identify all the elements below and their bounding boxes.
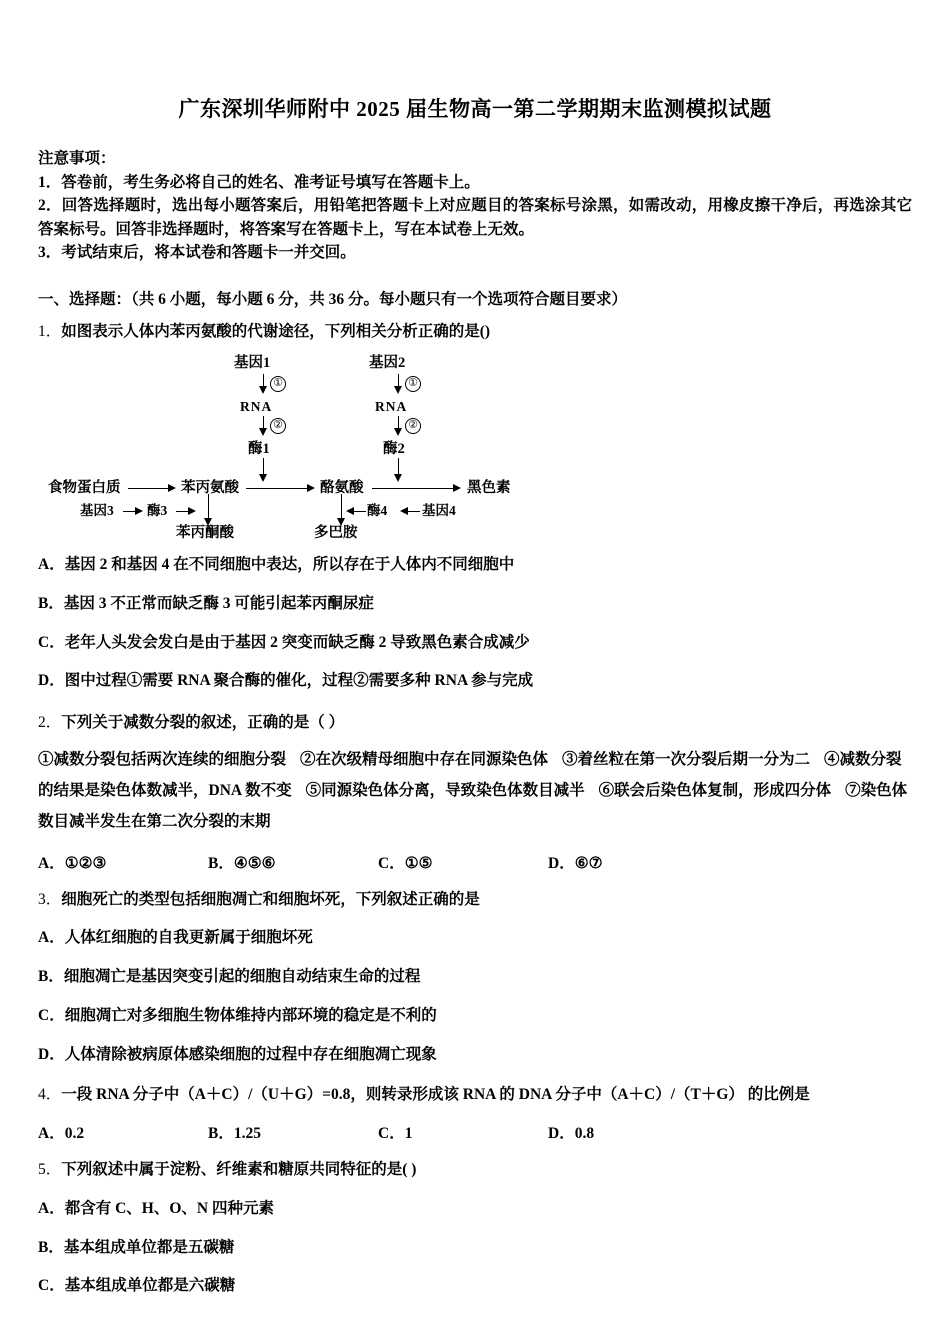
question-2-option-d-text: ⑥⑦ [574,854,603,872]
question-4-option-d-letter: D． [548,1125,575,1143]
question-3-option-b-letter: B． [38,968,64,986]
question-5-option-b-text: 基本组成单位都是五碳糖 [63,1238,235,1256]
diagram-arrow-gene2-rna2 [394,386,402,394]
diagram-node-food-protein: 食物蛋白质 [48,480,121,497]
question-3-option-a-letter: A． [38,929,65,947]
phenylalanine-metabolism-diagram [48,354,548,542]
diagram-arrow-enzyme2-path [394,474,402,482]
section-heading-multiple-choice: 一、选择题：（共 6 小题，每小题 6 分，共 36 分。每小题只有一个选项符合题目要求） [38,290,628,308]
question-2-option-c-text: ①⑤ [404,854,433,872]
question-2-option-b-text: ④⑤⑥ [233,854,276,872]
diagram-step-label-1a: ① [270,376,286,392]
question-4-option-b-text: 1.25 [233,1125,261,1143]
diagram-node-enzyme2: 酶2 [383,441,405,458]
question-1-number: 1． [38,322,62,340]
diagram-node-gene1: 基因1 [234,355,271,372]
diagram-node-melanin: 黑色素 [467,480,511,497]
question-2-statement-7: ⑦染色体数目减半发生在第二次分裂的末期 [38,781,908,830]
question-4-option-a[interactable] [38,1121,208,1143]
diagram-line-phe-tyr [246,488,310,489]
diagram-node-dopamine: 多巴胺 [314,525,358,542]
question-5-option-a-letter: A． [38,1199,65,1217]
diagram-line-phe-phenylpyruvate [208,494,209,520]
document-body [0,147,950,1299]
question-4-stem [38,1082,912,1108]
question-3-option-c-text: 细胞凋亡对多细胞生物体维持内部环境的稳定是不利的 [64,1007,437,1024]
question-2-option-c-letter: C． [378,854,405,872]
question-3-option-c-letter: C． [38,1007,65,1024]
question-3-text: 细胞死亡的类型包括细胞凋亡和细胞坏死，下列叙述正确的是 [61,890,480,908]
diagram-node-phenylalanine: 苯丙氨酸 [181,480,239,497]
page-title: 广东深圳华师附中 2025 届生物高一第二学期期末监测模拟试题 [178,97,772,121]
question-3-option-b-text: 细胞凋亡是基因突变引起的细胞自动结束生命的过程 [63,968,421,986]
question-1-option-d[interactable] [38,669,912,694]
notice-heading: 注意事项： [38,150,116,168]
diagram-arrow-enzyme1-path [259,474,267,482]
question-1-option-a[interactable] [38,553,912,578]
diagram-arrow-rna2-enzyme2 [394,428,402,436]
question-4-options [38,1121,912,1143]
diagram-node-enzyme1: 酶1 [248,441,270,458]
question-1-option-c-text: 老年人头发会发白是由于基因 2 突变而缺乏酶 2 导致黑色素合成减少 [64,633,530,651]
diagram-node-gene4: 基因4 [422,503,456,519]
question-1-option-b-letter: B． [38,594,64,612]
notice-line-3: 3．考试结束后，将本试卷和答题卡一并交回。 [38,244,356,262]
question-2-option-a-letter: A． [38,854,65,872]
question-2-statement-3: ③着丝粒在第一次分裂后期一分为二 [562,750,811,768]
diagram-node-gene3: 基因3 [80,503,114,519]
diagram-arrow-rna1-enzyme1 [259,428,267,436]
diagram-arrow-gene3-enzyme3 [135,507,143,515]
question-3-option-d-text: 人体清除被病原体感染细胞的过程中存在细胞凋亡现象 [64,1045,437,1063]
question-3-option-b[interactable] [38,965,912,990]
question-5-option-c-letter: C． [38,1277,65,1295]
question-1-option-d-letter: D． [38,672,65,690]
question-3-option-d[interactable] [38,1043,912,1068]
question-2-option-d-letter: D． [548,854,575,872]
question-1-option-c[interactable] [38,631,912,656]
question-3-option-c[interactable] [38,1004,912,1029]
diagram-node-phenylpyruvate: 苯丙酮酸 [176,525,234,542]
question-5-option-c[interactable] [38,1274,912,1299]
question-4-number: 4． [38,1085,62,1103]
diagram-line-gene4-enzyme4 [408,511,420,512]
diagram-arrow-food-phe [168,484,176,492]
question-4-option-a-text: 0.2 [64,1125,85,1143]
question-1-option-a-letter: A． [38,556,65,574]
question-1-option-b-text: 基因 3 不正常而缺乏酶 3 可能引起苯丙酮尿症 [63,594,374,612]
diagram-step-label-2a: ② [270,418,286,434]
notice-line-2: 2．回答选择题时，选出每小题答案后，用铅笔把答题卡上对应题目的答案标号涂黑，如需改动，用橡皮擦干净后，再选涂其它答案标号。回答非选择题时，将答案写在答题卡上，写在本试卷上无效。 [38,197,912,238]
question-1-option-c-letter: C． [38,633,65,651]
question-2-statement-4: ④减数分裂的结果是染色体数减半，DNA 数不变 [38,750,902,799]
question-5-option-b[interactable] [38,1236,912,1261]
diagram-line-food-phe [128,488,170,489]
question-3-option-a[interactable] [38,926,912,951]
question-2-option-d[interactable] [548,851,718,873]
question-2-option-b-letter: B． [208,854,234,872]
question-4-option-b[interactable] [208,1121,378,1143]
question-2-text: 下列关于减数分裂的叙述，正确的是（ ） [61,714,345,732]
question-2-statement-2: ②在次级精母细胞中存在同源染色体 [300,750,549,768]
diagram-node-rna1: RNA [240,399,273,415]
question-1-stem [38,319,912,345]
question-2-stem [38,710,912,736]
question-5-option-b-letter: B． [38,1238,64,1256]
diagram-arrow-tyr-melanin [453,484,461,492]
diagram-line-tyr-dopamine [341,494,342,520]
question-2-statement-6: ⑥联会后染色体复制，形成四分体 [598,781,832,799]
question-4-option-c-letter: C． [378,1125,405,1143]
question-3-number: 3． [38,890,62,908]
notice-line-1: 1．答卷前，考生务必将自己的姓名、准考证号填写在答题卡上。 [38,173,480,191]
question-3-stem [38,887,912,913]
diagram-step-label-1b: ① [405,376,421,392]
question-1-text: 如图表示人体内苯丙氨酸的代谢途径，下列相关分析正确的是() [61,322,491,340]
question-4-text: 一段 RNA 分子中（A＋C）/（U＋G）=0.8，则转录形成该 RNA 的 DNA 分子中（A＋C）/（T＋G） 的比例是 [61,1085,810,1103]
diagram-arrow-enzyme4-catalysis [346,507,354,515]
question-5-option-a[interactable] [38,1197,912,1222]
diagram-arrow-enzyme3-catalysis [188,507,196,515]
question-4-option-a-letter: A． [38,1125,65,1143]
diagram-line-tyr-melanin [372,488,456,489]
diagram-arrow-phe-tyr [307,484,315,492]
question-2-number: 2． [38,714,62,732]
question-4-option-c[interactable] [378,1121,548,1143]
diagram-node-enzyme3: 酶3 [147,503,168,519]
diagram-node-enzyme4: 酶4 [367,503,388,519]
question-5-option-a-text: 都含有 C、H、O、N 四种元素 [64,1199,274,1217]
question-5-option-c-text: 基本组成单位都是六碳糖 [64,1277,236,1295]
diagram-node-tyrosine: 酪氨酸 [320,480,364,497]
question-1-option-b[interactable] [38,592,912,617]
diagram-arrow-gene1-rna1 [259,386,267,394]
question-4-option-b-letter: B． [208,1125,234,1143]
question-2-options [38,851,912,873]
question-2-option-b[interactable] [208,851,378,873]
question-4-option-c-text: 1 [404,1125,413,1143]
question-4-option-d[interactable] [548,1121,718,1143]
question-5-stem [38,1157,912,1183]
question-3-option-d-letter: D． [38,1045,65,1063]
diagram-node-rna2: RNA [375,399,408,415]
question-5-number: 5． [38,1161,62,1179]
question-2-option-a-text: ①②③ [64,854,107,872]
question-2-option-a[interactable] [38,851,208,873]
question-3-option-a-text: 人体红细胞的自我更新属于细胞坏死 [64,929,313,947]
question-5-text: 下列叙述中属于淀粉、纤维素和糖原共同特征的是( ) [61,1161,417,1179]
question-2-option-c[interactable] [378,851,548,873]
diagram-arrow-gene4-enzyme4 [400,507,408,515]
diagram-node-gene2: 基因2 [369,355,406,372]
question-4-option-d-text: 0.8 [574,1125,595,1143]
question-1-option-d-text: 图中过程①需要 RNA 聚合酶的催化，过程②需要多种 RNA 参与完成 [64,672,534,690]
question-1-option-a-text: 基因 2 和基因 4 在不同细胞中表达，所以存在于人体内不同细胞中 [64,556,515,574]
question-2-statement-1: ①减数分裂包括两次连续的细胞分裂 [38,750,287,768]
diagram-step-label-2b: ② [405,418,421,434]
question-2-statements [38,744,912,837]
question-2-statement-5: ⑤同源染色体分离，导致染色体数目减半 [305,781,585,799]
diagram-line-enzyme4-catalysis [354,511,366,512]
